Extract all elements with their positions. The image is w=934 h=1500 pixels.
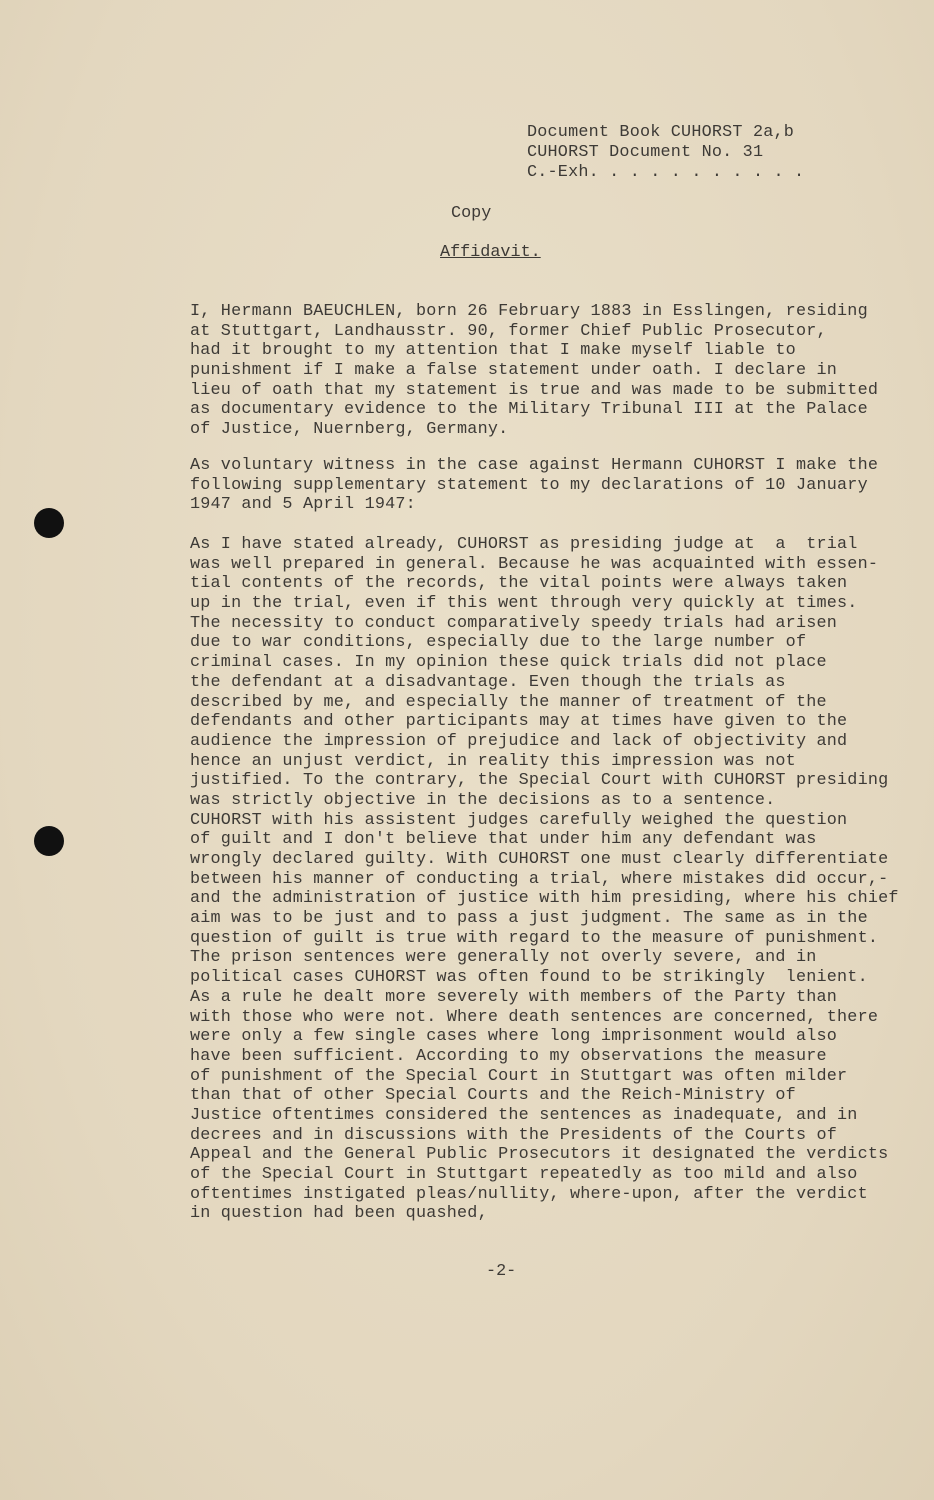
text-line: the defendant at a disadvantage. Even though the trials as	[190, 672, 786, 692]
text-line: was well prepared in general. Because he was acquainted with essen-	[190, 554, 879, 574]
text-line: As voluntary witness in the case against Hermann CUHORST I make the	[190, 456, 879, 475]
header-line: CUHORST Document No. 31	[527, 143, 764, 162]
text-line: than that of other Special Courts and the Reich-Ministry of	[190, 1086, 796, 1106]
text-line: of the Special Court in Stuttgart repeatedly as too mild and also	[190, 1165, 858, 1184]
text-line: of Justice, Nuernberg, Germany.	[190, 420, 509, 440]
text-line: following supplementary statement to my declarations of 10 January	[190, 475, 868, 495]
text-line: tial contents of the records, the vital points were always taken	[190, 574, 848, 594]
page-number: -2-	[486, 1262, 517, 1281]
text-line: Justice oftentimes considered the sentences as inadequate, and in	[190, 1105, 858, 1125]
text-line: due to war conditions, especially due to the large number of	[190, 633, 807, 653]
text-line: in question had been quashed,	[190, 1204, 488, 1224]
text-line: criminal cases. In my opinion these quick trials did not place	[190, 653, 827, 673]
text-line: defendants and other participants may at times have given to the	[190, 712, 848, 732]
text-line: was strictly objective in the decisions as to a sentence.	[190, 790, 776, 810]
text-line: with those who were not. Where death sentences are concerned, there	[190, 1007, 879, 1027]
text-line: between his manner of conducting a trial, where mistakes did occur,-	[190, 869, 889, 889]
text-line: wrongly declared guilty. With CUHORST one must clearly differentiate	[190, 850, 889, 869]
text-line: As a rule he dealt more severely with members of the Party than	[190, 987, 838, 1007]
text-line: hence an unjust verdict, in reality this impression was not	[190, 751, 796, 771]
text-line: were only a few single cases where long imprisonment would also	[190, 1027, 838, 1047]
text-line: question of guilt is true with regard to the measure of punishment.	[190, 928, 879, 948]
text-line: CUHORST with his assistent judges carefully weighed the question	[190, 810, 848, 830]
punch-hole	[34, 826, 64, 856]
copy-label: Copy	[451, 204, 492, 223]
text-line: audience the impression of prejudice and lack of objectivity and	[190, 731, 848, 751]
text-line: As I have stated already, CUHORST as presiding judge at a trial	[190, 535, 858, 554]
text-line: justified. To the contrary, the Special Court with CUHORST presiding	[190, 771, 889, 791]
document-reference	[527, 123, 804, 183]
text-line: as documentary evidence to the Military Tribunal III at the Palace	[190, 400, 868, 420]
text-line: I, Hermann BAEUCHLEN, born 26 February 1883 in Esslingen, residing	[190, 302, 868, 321]
text-line: of guilt and I don't believe that under him any defendant was	[190, 830, 817, 850]
text-line: described by me, and especially the manner of treatment of the	[190, 692, 827, 712]
header-line: Document Book CUHORST 2a,b	[527, 123, 795, 142]
text-line: oftentimes instigated pleas/nullity, where-upon, after the verdict	[190, 1184, 868, 1204]
text-line: have been sufficient. According to my observations the measure	[190, 1046, 827, 1066]
text-line: aim was to be just and to pass a just judgment. The same as in the	[190, 909, 868, 929]
text-line: political cases CUHORST was often found to be strikingly lenient.	[190, 968, 868, 988]
document-title: Affidavit.	[440, 243, 541, 262]
text-line: lieu of oath that my statement is true and was made to be submitted	[190, 380, 879, 400]
paragraph-3	[190, 535, 899, 1224]
text-line: punishment if I make a false statement under oath. I declare in	[190, 361, 838, 381]
text-line: had it brought to my attention that I make myself liable to	[190, 341, 796, 361]
punch-hole	[34, 508, 64, 538]
text-line: Appeal and the General Public Prosecutors it designated the verdicts	[190, 1145, 889, 1165]
text-line: The necessity to conduct comparatively speedy trials had arisen	[190, 613, 838, 633]
paragraph-1	[190, 302, 878, 440]
text-line: of punishment of the Special Court in Stuttgart was often milder	[190, 1066, 848, 1086]
paragraph-2	[190, 456, 878, 515]
header-line: C.-Exh. . . . . . . . . . .	[527, 163, 805, 182]
text-line: up in the trial, even if this went through very quickly at times.	[190, 594, 858, 614]
text-line: at Stuttgart, Landhausstr. 90, former Chief Public Prosecutor,	[190, 321, 827, 341]
text-line: The prison sentences were generally not overly severe, and in	[190, 948, 817, 968]
text-line: and the administration of justice with him presiding, where his chief	[190, 889, 899, 909]
text-line: decrees and in discussions with the Presidents of the Courts of	[190, 1125, 838, 1145]
text-line: 1947 and 5 April 1947:	[190, 495, 416, 515]
